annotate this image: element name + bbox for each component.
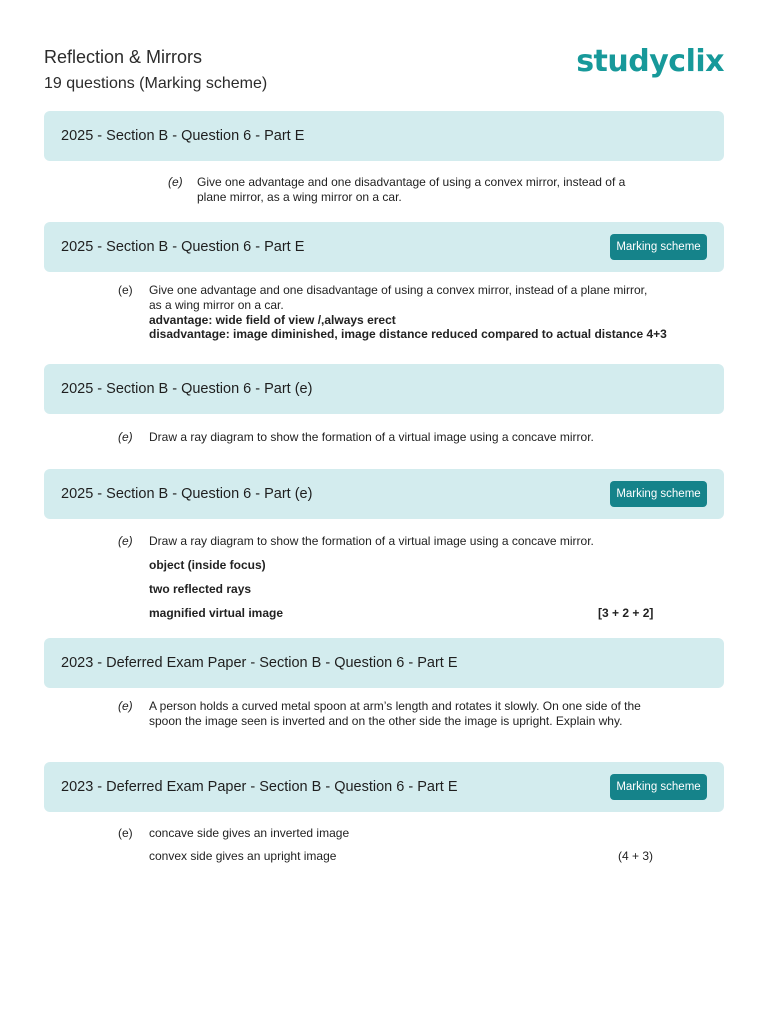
- part-label: (e): [118, 430, 133, 444]
- marks-allocation: (4 + 3): [618, 849, 654, 863]
- answer-line: concave side gives an inverted image: [149, 826, 350, 840]
- part-label: (e): [118, 283, 133, 297]
- question-title: 2025 - Section B - Question 6 - Part (e): [61, 381, 313, 397]
- answer-line: magnified virtual image: [149, 606, 284, 620]
- question-header-2: [44, 222, 724, 272]
- answer-line: object (inside focus): [149, 558, 266, 572]
- answer-line: two reflected rays: [149, 582, 252, 596]
- question-header-5: [44, 638, 724, 688]
- question-text: A person holds a curved metal spoon at arm’s length and rotates it slowly. On one side of the spoon the image seen is inverted and on the other side the image is upright. Explain why.: [149, 699, 641, 728]
- question-title: 2023 - Deferred Exam Paper - Section B - Question 6 - Part E: [61, 779, 458, 795]
- question-header-4: [44, 469, 724, 519]
- marks-allocation: [3 + 2 + 2]: [598, 606, 654, 620]
- answer-line: convex side gives an upright image: [149, 849, 337, 863]
- question-text: Draw a ray diagram to show the formation of a virtual image using a concave mirror.: [149, 534, 594, 548]
- question-title: 2025 - Section B - Question 6 - Part E: [61, 128, 305, 144]
- question-text: Draw a ray diagram to show the formation of a virtual image using a concave mirror.: [149, 430, 594, 444]
- question-title: 2023 - Deferred Exam Paper - Section B - Question 6 - Part E: [61, 655, 458, 671]
- question-text: Give one advantage and one disadvantage of using a convex mirror, instead of a plane mirror, as a wing mirror on a car.: [149, 283, 648, 312]
- question-header-3: [44, 364, 724, 414]
- marking-scheme-button[interactable]: Marking scheme: [610, 234, 707, 260]
- page-header: [44, 46, 267, 94]
- part-label: (e): [118, 826, 133, 840]
- studyclix-logo: studyclix: [576, 44, 724, 79]
- question-title: 2025 - Section B - Question 6 - Part E: [61, 239, 305, 255]
- part-label: (e): [118, 699, 133, 713]
- question-header-6: [44, 762, 724, 812]
- part-label: (e): [118, 534, 133, 548]
- page-title: Reflection & Mirrors: [44, 47, 203, 67]
- page-subtitle: 19 questions (Marking scheme): [44, 75, 268, 92]
- answer-line: advantage: wide field of view /,always erect: [149, 313, 396, 327]
- marking-scheme-button[interactable]: Marking scheme: [610, 481, 707, 507]
- question-header-1: [44, 111, 724, 161]
- answer-line: disadvantage: image diminished, image distance reduced compared to actual distance 4+3: [149, 327, 667, 341]
- part-label: (e): [168, 175, 183, 189]
- marking-scheme-button[interactable]: Marking scheme: [610, 774, 707, 800]
- question-title: 2025 - Section B - Question 6 - Part (e): [61, 486, 313, 502]
- question-text: Give one advantage and one disadvantage of using a convex mirror, instead of a plane mirror, as a wing mirror on a car.: [197, 175, 626, 204]
